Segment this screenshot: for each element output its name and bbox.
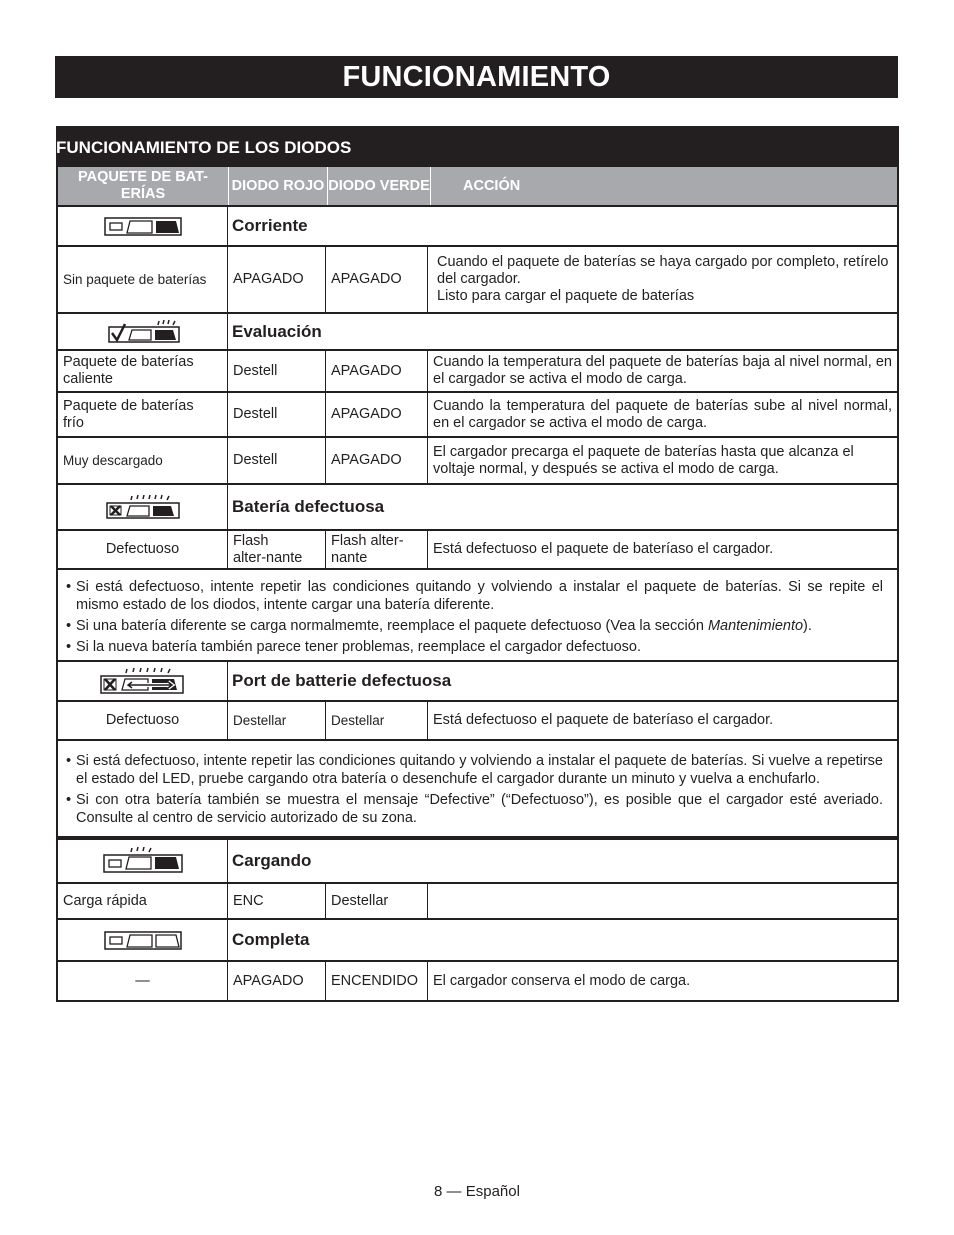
list-item: • Si una batería diferente se carga normalmemte, reemplace el paquete defectuoso (Vea la sección Mantenimiento). <box>66 618 812 634</box>
table-row <box>56 531 899 570</box>
notes-defective-port <box>56 741 899 838</box>
led-all-off-icon <box>58 207 228 245</box>
note-text: ). <box>803 618 812 634</box>
cell-action <box>428 247 897 312</box>
section-label-defective-port: Port de batterie defectuosa <box>232 671 452 690</box>
table-row <box>56 393 899 438</box>
cell-pack: — <box>58 962 228 1000</box>
led-check-blink-icon <box>58 314 228 349</box>
cell-green: Destellar <box>326 884 428 918</box>
note-text: Si una batería diferente se carga normalmemte, reemplace el paquete defectuoso (Vea la sección <box>76 618 708 634</box>
note-text: Si está defectuoso, intente repetir las condiciones quitando y volviendo a instalar el paquete de baterías. Si vuelve a repetirse el estado del LED, pruebe cargando otra batería o desenchufe el cargador durante un minuto y vuelva a enchufarlo. <box>76 753 883 787</box>
column-headers <box>56 167 899 207</box>
section-defective-port <box>56 662 899 702</box>
cell-red: Destell <box>228 438 326 483</box>
cell-red: APAGADO <box>228 247 326 312</box>
led-green-solid-icon <box>58 920 228 960</box>
note-text: Si con otra batería también se muestra el mensaje “Defective” (“Defectuoso”), es posible que el cargador esté averiado. Consulte al centro de servicio autorizado de su zona. <box>76 792 883 826</box>
cell-action: El cargador precarga el paquete de baterías hasta que alcanza el voltaje normal, y después se activa el modo de carga. <box>433 443 854 477</box>
section-standby <box>56 207 899 247</box>
cell-red: Destell <box>228 393 326 436</box>
col-header-red-led: DIODO ROJO <box>229 167 328 205</box>
section-complete <box>56 920 899 962</box>
cell-pack: Muy descargado <box>58 438 228 483</box>
list-item: • Si está defectuoso, intente repetir las condiciones quitando y volviendo a instalar el paquete de baterías. Si se repite el mismo estado de los diodos, intente cargar una batería diferente. <box>66 579 883 613</box>
table-row <box>56 438 899 485</box>
cell-pack: Defectuoso <box>58 702 228 739</box>
cell-pack: Carga rápida <box>58 884 228 918</box>
section-label-complete: Completa <box>232 930 310 949</box>
cell-action <box>428 884 897 918</box>
cell-green: Destellar <box>326 702 428 739</box>
table-row <box>56 702 899 741</box>
cell-pack: Paquete de baterías caliente <box>58 351 228 391</box>
section-label-charging: Cargando <box>232 851 312 870</box>
cell-red: Destell <box>228 351 326 391</box>
action-line: Cuando el paquete de baterías se haya cargado por completo, retírelo <box>437 254 889 270</box>
list-item: • Si está defectuoso, intente repetir las condiciones quitando y volviendo a instalar el paquete de baterías. Si vuelve a repetirse el estado del LED, pruebe cargando otra batería o desenchufe el cargador durante un minuto y vuelva a enchufarlo. <box>66 753 883 787</box>
cell-red: Flash alter-nante <box>228 531 326 568</box>
page-title: FUNCIONAMIENTO <box>55 56 898 98</box>
table-row <box>56 351 899 393</box>
cell-red: APAGADO <box>228 962 326 1000</box>
section-charging <box>56 838 899 884</box>
cell-red: Destellar <box>228 702 326 739</box>
led-x-blink-icon <box>58 485 228 529</box>
cell-green: Flash alter-nante <box>326 531 428 568</box>
action-line: Listo para cargar el paquete de baterías <box>437 288 695 304</box>
cell-action: Está defectuoso el paquete de bateríaso el cargador. <box>433 541 774 557</box>
table-title: FUNCIONAMIENTO DE LOS DIODOS <box>56 126 899 167</box>
cell-green: ENCENDIDO <box>326 962 428 1000</box>
table-row <box>56 247 899 314</box>
cell-green: APAGADO <box>326 393 428 436</box>
section-label-defective-battery: Batería defectuosa <box>232 497 385 516</box>
table-row <box>56 884 899 920</box>
cell-green: APAGADO <box>326 438 428 483</box>
led-status-table <box>56 126 899 1002</box>
note-italic-ref: Mantenimiento <box>707 618 804 634</box>
col-header-battery-pack: PAQUETE DE BAT-ERÍAS <box>58 167 229 205</box>
table-row <box>56 962 899 1002</box>
led-green-blink-icon <box>58 840 228 882</box>
cell-pack: Paquete de baterías frío <box>58 393 228 436</box>
cell-action: Cuando la temperatura del paquete de baterías baja al nivel normal, en el cargador se activa el modo de carga. <box>433 354 892 387</box>
list-item: • Si la nueva batería también parece tener problemas, reemplace el cargador defectuoso. <box>66 638 883 656</box>
col-header-action: ACCIÓN <box>463 177 521 194</box>
notes-defective-battery <box>56 570 899 662</box>
list-item: • Si con otra batería también se muestra el mensaje “Defective” (“Defectuoso”), es posible que el cargador esté averiado. Consulte al centro de servicio autorizado de su zona. <box>66 792 883 826</box>
section-evaluation <box>56 314 899 351</box>
note-text: Si la nueva batería también parece tener problemas, reemplace el cargador defectuoso. <box>76 639 642 655</box>
cell-pack: Defectuoso <box>58 531 228 568</box>
cell-action: Cuando la temperatura del paquete de baterías sube al nivel normal, en el cargador se activa el modo de carga. <box>433 397 892 431</box>
action-line: del cargador. <box>437 271 521 287</box>
section-label-evaluation: Evaluación <box>232 321 322 341</box>
cell-pack: Sin paquete de baterías <box>58 247 228 312</box>
cell-action: El cargador conserva el modo de carga. <box>433 972 691 989</box>
cell-action: Está defectuoso el paquete de bateríaso el cargador. <box>433 712 774 728</box>
led-x-arrow-blink-icon <box>58 662 228 700</box>
col-header-green-led: DIODO VERDE <box>328 167 431 205</box>
page-footer: 8 — Español <box>434 1183 520 1200</box>
note-text: Si está defectuoso, intente repetir las condiciones quitando y volviendo a instalar el paquete de baterías. Si se repite el mismo estado de los diodos, intente cargar una batería diferente. <box>76 579 883 613</box>
cell-green: APAGADO <box>326 351 428 391</box>
section-label-standby: Corriente <box>232 216 308 235</box>
cell-red: ENC <box>228 884 326 918</box>
cell-green: APAGADO <box>326 247 428 312</box>
section-defective-battery <box>56 485 899 531</box>
